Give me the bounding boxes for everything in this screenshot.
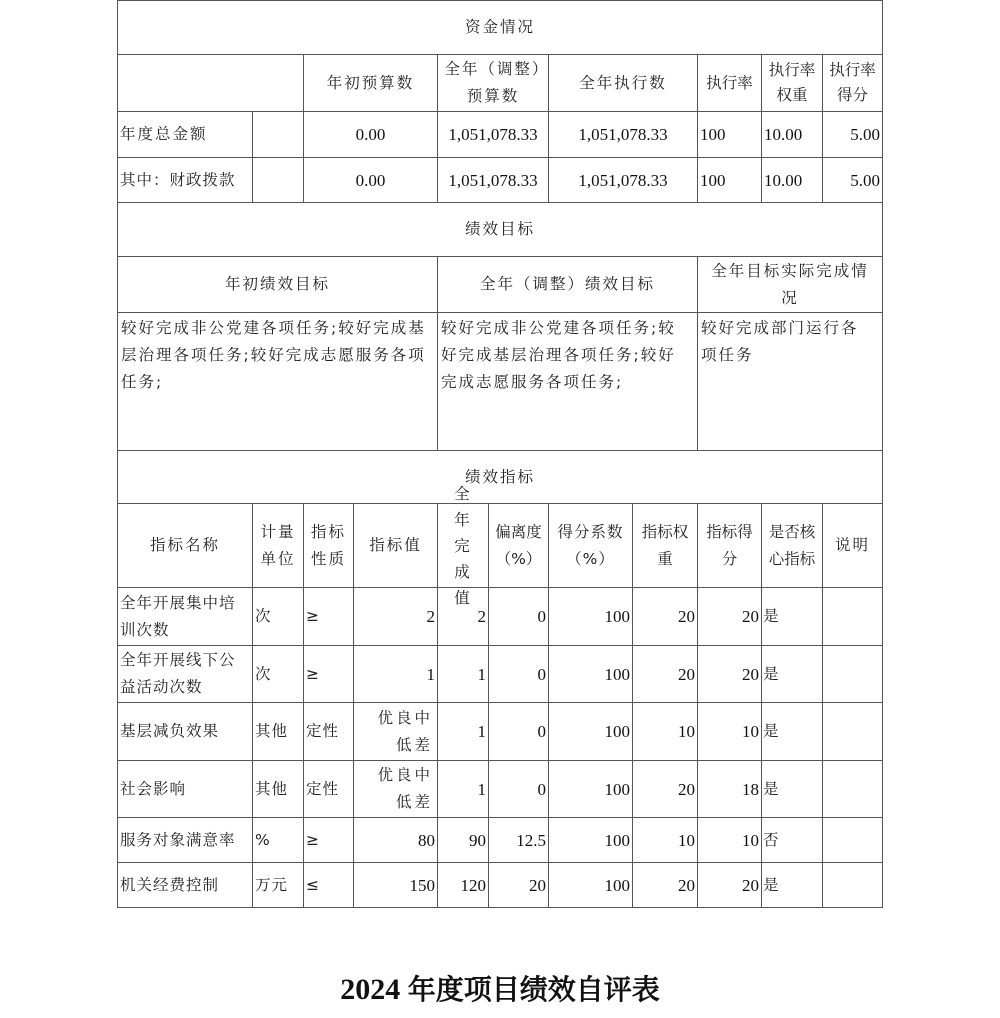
- ind-cell-core: 是: [761, 862, 823, 908]
- ind-cell-actual: 1: [437, 760, 489, 818]
- funds-section-title: 资金情况: [117, 0, 883, 55]
- ind-cell-weight: 20: [632, 587, 698, 646]
- ind-cell-coef: 100: [548, 862, 633, 908]
- ind-cell-core: 是: [761, 645, 823, 703]
- page-title-year: 2024: [340, 973, 401, 1006]
- ind-cell-nature: 定性: [303, 760, 354, 818]
- ind-cell-name: 全年开展集中培训次数: [117, 587, 253, 646]
- ind-cell-actual: 2: [437, 587, 489, 646]
- ind-cell-core: 是: [761, 702, 823, 761]
- funds-header-score: 执行率得分: [822, 54, 883, 112]
- ind-cell-weight: 20: [632, 645, 698, 703]
- ind-cell-core: 否: [761, 817, 823, 863]
- ind-cell-name: 社会影响: [117, 760, 253, 818]
- ind-cell-nature: ≥: [303, 645, 354, 703]
- page-title-text: 年度项目绩效自评表: [407, 973, 660, 1006]
- goals-section-title: 绩效目标: [117, 202, 883, 257]
- ind-cell-unit: 其他: [252, 702, 304, 761]
- ind-cell-deviation: 20: [488, 862, 549, 908]
- page-title: [0, 968, 1000, 1008]
- ind-cell-target: 80: [353, 817, 438, 863]
- ind-cell-deviation: 0: [488, 702, 549, 761]
- ind-cell-coef: 100: [548, 817, 633, 863]
- ind-cell-nature: ≤: [303, 862, 354, 908]
- ind-cell-score: 20: [697, 587, 762, 646]
- ind-cell-note: [822, 862, 883, 908]
- ind-cell-score: 10: [697, 702, 762, 761]
- ind-cell-actual: 120: [437, 862, 489, 908]
- funds-row-executed: 1,051,078.33: [548, 157, 698, 203]
- ind-cell-weight: 10: [632, 702, 698, 761]
- ind-header-weight: 指标权重: [632, 503, 698, 588]
- ind-cell-weight: 10: [632, 817, 698, 863]
- ind-cell-unit: 次: [252, 645, 304, 703]
- ind-header-nature: 指标性质: [303, 503, 354, 588]
- funds-row-label: 年度总金额: [117, 111, 253, 158]
- ind-cell-target: 150: [353, 862, 438, 908]
- funds-row-weight: 10.00: [761, 157, 823, 203]
- funds-row-label: 其中：财政拨款: [117, 157, 253, 203]
- ind-cell-deviation: 12.5: [488, 817, 549, 863]
- ind-header-core: 是否核心指标: [761, 503, 823, 588]
- goals-header-adjusted: 全年（调整）绩效目标: [437, 256, 698, 313]
- ind-cell-note: [822, 760, 883, 818]
- ind-cell-nature: ≥: [303, 587, 354, 646]
- ind-cell-nature: 定性: [303, 702, 354, 761]
- ind-header-coef: 得分系数（%）: [548, 503, 633, 588]
- ind-cell-note: [822, 817, 883, 863]
- ind-cell-actual: 1: [437, 702, 489, 761]
- ind-cell-weight: 20: [632, 862, 698, 908]
- ind-cell-coef: 100: [548, 587, 633, 646]
- ind-cell-deviation: 0: [488, 587, 549, 646]
- funds-header-blank: [117, 54, 304, 112]
- ind-cell-score: 18: [697, 760, 762, 818]
- goals-header-initial: 年初绩效目标: [117, 256, 438, 313]
- funds-row-blank: [252, 111, 304, 158]
- ind-cell-nature: ≥: [303, 817, 354, 863]
- funds-header-adjusted: 全年（调整）预算数: [437, 54, 549, 112]
- funds-row-rate: 100: [697, 111, 762, 158]
- ind-cell-unit: %: [252, 817, 304, 863]
- ind-header-target: 指标值: [353, 503, 438, 588]
- ind-cell-weight: 20: [632, 760, 698, 818]
- ind-cell-deviation: 0: [488, 760, 549, 818]
- ind-cell-score: 20: [697, 645, 762, 703]
- funds-row-executed: 1,051,078.33: [548, 111, 698, 158]
- ind-cell-name: 机关经费控制: [117, 862, 253, 908]
- ind-cell-name: 服务对象满意率: [117, 817, 253, 863]
- goals-value-initial: 较好完成非公党建各项任务;较好完成基层治理各项任务;较好完成志愿服务各项任务;: [117, 312, 438, 451]
- ind-cell-coef: 100: [548, 645, 633, 703]
- ind-header-note: 说明: [822, 503, 883, 588]
- ind-cell-core: 是: [761, 587, 823, 646]
- funds-row-adjusted: 1,051,078.33: [437, 111, 549, 158]
- indicators-section-title: 绩效指标: [117, 450, 883, 504]
- goals-header-actual: 全年目标实际完成情况: [697, 256, 883, 313]
- funds-row-weight: 10.00: [761, 111, 823, 158]
- ind-cell-name: 全年开展线下公益活动次数: [117, 645, 253, 703]
- goals-value-actual: 较好完成部门运行各项任务: [697, 312, 883, 451]
- ind-cell-score: 20: [697, 862, 762, 908]
- funds-row-initial: 0.00: [303, 157, 438, 203]
- ind-cell-note: [822, 587, 883, 646]
- funds-header-executed: 全年执行数: [548, 54, 698, 112]
- ind-cell-name: 基层减负效果: [117, 702, 253, 761]
- ind-cell-note: [822, 645, 883, 703]
- funds-header-initial: 年初预算数: [303, 54, 438, 112]
- ind-cell-target: 优良中低差: [353, 702, 438, 761]
- ind-cell-actual: 1: [437, 645, 489, 703]
- funds-header-weight: 执行率权重: [761, 54, 823, 112]
- ind-cell-target: 优良中低差: [353, 760, 438, 818]
- funds-header-rate: 执行率: [697, 54, 762, 112]
- ind-cell-unit: 万元: [252, 862, 304, 908]
- funds-row-score: 5.00: [822, 157, 883, 203]
- ind-header-name: 指标名称: [117, 503, 253, 588]
- ind-header-actual: 全年完成值: [437, 503, 489, 588]
- funds-row-adjusted: 1,051,078.33: [437, 157, 549, 203]
- ind-cell-actual: 90: [437, 817, 489, 863]
- ind-cell-target: 1: [353, 645, 438, 703]
- goals-value-adjusted: 较好完成非公党建各项任务;较好完成基层治理各项任务;较好完成志愿服务各项任务;: [437, 312, 698, 451]
- funds-row-initial: 0.00: [303, 111, 438, 158]
- ind-cell-deviation: 0: [488, 645, 549, 703]
- ind-cell-note: [822, 702, 883, 761]
- ind-header-deviation: 偏离度（%）: [488, 503, 549, 588]
- ind-header-score: 指标得分: [697, 503, 762, 588]
- ind-header-unit: 计量单位: [252, 503, 304, 588]
- ind-cell-coef: 100: [548, 702, 633, 761]
- ind-cell-target: 2: [353, 587, 438, 646]
- ind-cell-unit: 次: [252, 587, 304, 646]
- ind-cell-core: 是: [761, 760, 823, 818]
- funds-row-blank: [252, 157, 304, 203]
- ind-cell-score: 10: [697, 817, 762, 863]
- ind-cell-coef: 100: [548, 760, 633, 818]
- funds-row-score: 5.00: [822, 111, 883, 158]
- funds-row-rate: 100: [697, 157, 762, 203]
- ind-cell-unit: 其他: [252, 760, 304, 818]
